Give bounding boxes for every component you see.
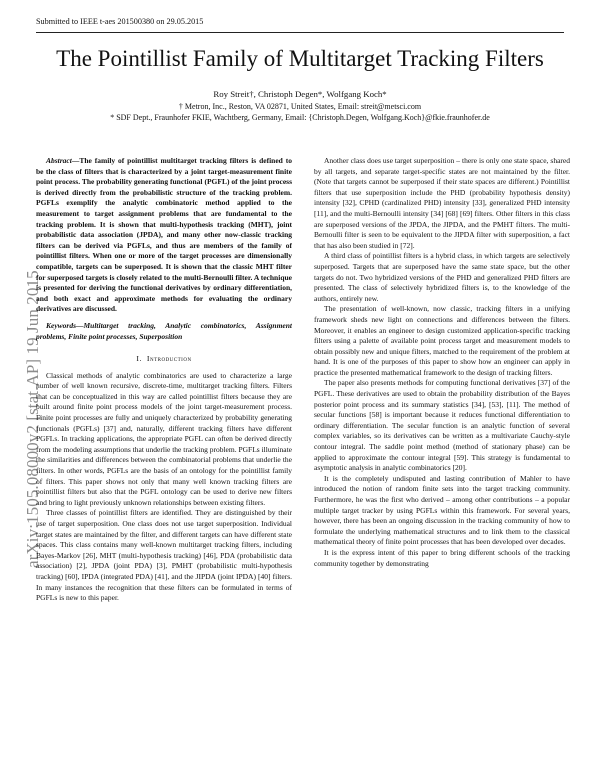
body-paragraph: The presentation of well-known, now classic, tracking filters in a unifying framework sheds new light on connections and differences between the filters. Moreover, it enables an engineer to design customized application-specific tracking filters using a palette of available point process target and measurement models to obtain possibly new and unique filters, matched to the requirement of the problem at hand. It is one of the purposes of this paper to show how an engineer can apply in practice the presented mathematical framework to the design of tracking filters.	[314, 304, 570, 377]
keywords-text: Multitarget tracking, Analytic combinatorics, Assignment problems, Finite point processes, Superposition	[36, 320, 292, 341]
keywords-label: Keywords—	[46, 320, 84, 330]
section-title: Introduction	[146, 354, 192, 364]
abstract-text: The family of pointillist multitarget tracking filters is defined to be the class of filters that is characterized by a joint target-measurement finite point process. The probability generating functional (PGFL) of the joint process is derived directly from the probabilistic structure of the tracking problem. PGFLs exemplify the analytic combinatoric method applied to the measurement to target assignment problems that are fundamental to the tracking problem. It is shown that multi-hypothesis tracking (MHT), joint probabilistic data association (JPDA), and many other now-classic tracking filters can be derived via PGFLs, and thus are members of the family of pointillist filters. When one or more of the target processes are dimensionally compatible, targets can be superposed. It is shown that the classic MHT filter for superposed targets is closely related to the multi-Bernoulli filter. A technique is presented for deriving the functional derivatives by ordinary differentiation, and both exact and approximate methods for evaluating the ordinary derivatives are discussed.	[36, 156, 292, 314]
body-paragraph: It is the completely undisputed and lasting contribution of Mahler to have introduced the notion of random finite sets into the target tracking community. Furthermore, he was the first who derived – among other contributions – a popular multiple target tracker by using PGFLs within this framework. For several years, however, there has been an ongoing discussion in the tracking community of how to formulate the underlying mathematical structures and to link them to the classical mathematical theory of finite point processes that has been developed over decades.	[314, 473, 570, 547]
body-paragraph: Classical methods of analytic combinatorics are used to characterize a large number of well known recursive, discrete-time, multitarget tracking filters. Filters that can be conceptualized in this way are called pointillist filters because they are built around finite point process models of the joint target-measurement process. Finite point processes are fully and uniquely characterized by probability generating functionals (PGFLs) [37] and, naturally, different tracking filters have different PGFLs. In tracking applications, the appropriate PGFL can often be derived directly from the modeling assumptions that underlie the tracking problem. PGFLs illuminate the similarities and differences between the combinatorial problems that underlie the filters. In other words, PGFLs are the basis of an ontology for the pointillist family of filters. This paper shows not only that many well known tracking filters are pointillist filters but also that the PGFL ontology can be used to derive new filters and bring to light previously unknown relationships between existing filters.	[36, 370, 292, 507]
abstract	[36, 156, 292, 315]
body-paragraph: The paper also presents methods for computing functional derivatives [37] of the PGFL. These derivatives are used to obtain the probability distribution of the Bayes posterior point process and its summary statistics [34], [53], [11]. The method of secular functions [58] is important because it reduces functional differentiation to ordinary differentiation. The secular function is an analytic function of several complex variables, so its derivatives can be written as a multivariate Cauchy-style contour integral. The saddle point method (method of stationary phase) can be applied to approximate the contour integral [59]. This strategy is fundamental to asymptotic analysis in analytic combinatorics [20].	[314, 378, 570, 473]
paper-title: The Pointillist Family of Multitarget Tracking Filters	[56, 46, 544, 71]
left-column	[36, 156, 292, 768]
affiliation-fkie: * SDF Dept., Fraunhofer FKIE, Wachtberg, Germany, Email: {Christoph.Degen, Wolfgang.Koch}@fkie.fraunhofer.de	[110, 113, 490, 122]
header-rule	[36, 32, 564, 33]
submission-header: Submitted to IEEE t-aes 201500380 on 29.05.2015	[36, 17, 204, 26]
body-paragraph: It is the express intent of this paper to bring different schools of the tracking community together by demonstrating	[314, 547, 570, 568]
section-numeral: I.	[136, 354, 142, 364]
abstract-label: Abstract—	[46, 156, 80, 165]
body-paragraph: Three classes of pointillist filters are identified. They are distinguished by their use of target superposition. One class does not use target superposition. Individual target states are maintained by the filter, and different targets can have different state spaces. This class contains many well-known multitarget tracking filters, including Bayes-Markov [26], MHT (multi-hypothesis tracking) [46], PDA (probabilistic data association) [2], JPDA (joint PDA) [3], PMHT (probabilistic multi-hypothesis tracking) [60], IPDA (integrated PDA) [41], and the JIPDA (joint IPDA) [40] filters. In many instances the recognition that these filters can be formulated in terms of PGFLs is new to this paper.	[36, 508, 292, 603]
right-column	[314, 156, 570, 768]
arxiv-side-label: arXiv:1505.08000v2 [stat.AP] 19 Jun 2015	[23, 270, 42, 568]
body-paragraph: Another class does use target superposition – there is only one state space, shared by all targets, and separate target-specific states are not maintained by the filter. (Note that targets cannot be superposed if their state spaces are different.) Pointillist filters that use superposition include the PHD (probability hypothesis density) intensity [32], CPHD (cardinalized PHD) intensity [33], generalized PHD intensity [11], and the multi-Bernoulli intensity [34] [68] [69] filters. Other filters in this class are superposed versions of the JPDA, the JIPDA, and the PMHT filters. The multi-Bernoulli filter is seen to be equivalent to the JIPDA filter with superposition, a fact that has also been studied in [72].	[314, 156, 570, 250]
author-list: Roy Streit†, Christoph Degen*, Wolfgang Koch*	[213, 89, 387, 99]
body-paragraph: A third class of pointillist filters is a hybrid class, in which targets are selectively superposed. Targets that are superposed have the same state space, but the other targets do not. Two hybridized versions of the PHD and generalized PHD filters are presented. The class of selectively hybridized filters is, to the knowledge of the authors, entirely new.	[314, 251, 570, 303]
keywords	[36, 321, 292, 342]
affiliation-metron: † Metron, Inc., Reston, VA 02871, United States, Email: streit@metsci.com	[178, 102, 422, 111]
section-heading	[36, 354, 292, 365]
